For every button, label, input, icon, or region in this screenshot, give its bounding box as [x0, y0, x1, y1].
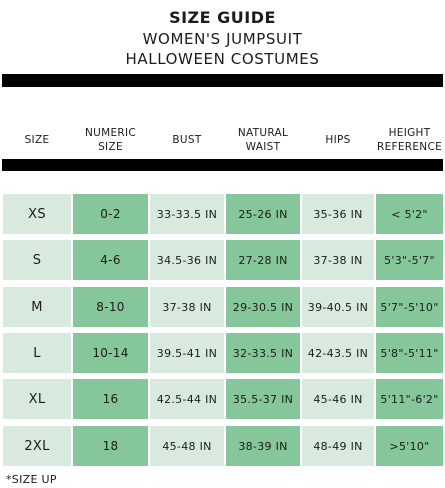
- title-block: [0, 0, 445, 74]
- top-divider-bar: [2, 74, 443, 87]
- cell-hips: 42-43.5 IN: [302, 333, 374, 373]
- table-row-m: [3, 287, 443, 327]
- table-row-l: [3, 333, 443, 373]
- cell-numeric: 16: [73, 379, 148, 419]
- header-numeric-line-2: SIZE: [98, 141, 123, 153]
- cell-waist: 35.5-37 IN: [226, 379, 300, 419]
- cell-size: XL: [3, 379, 71, 419]
- header-bust-label: BUST: [172, 134, 202, 146]
- cell-hips: 45-46 IN: [302, 379, 374, 419]
- cell-size: S: [3, 240, 71, 280]
- cell-bust: 45-48 IN: [150, 426, 224, 466]
- cell-waist: 32-33.5 IN: [226, 333, 300, 373]
- header-height-reference: [376, 120, 443, 160]
- footnote: *SIZE UP: [6, 473, 57, 486]
- cell-height: 5'7"-5'10": [376, 287, 443, 327]
- cell-height: >5'10": [376, 426, 443, 466]
- subtitle-line-2: HALLOWEEN COSTUMES: [125, 50, 320, 68]
- cell-numeric: 4-6: [73, 240, 148, 280]
- header-size: [3, 120, 71, 160]
- cell-hips: 39-40.5 IN: [302, 287, 374, 327]
- cell-numeric: 8-10: [73, 287, 148, 327]
- header-natural-waist: [226, 120, 300, 160]
- cell-hips: 37-38 IN: [302, 240, 374, 280]
- cell-waist: 25-26 IN: [226, 194, 300, 234]
- cell-waist: 27-28 IN: [226, 240, 300, 280]
- cell-waist: 38-39 IN: [226, 426, 300, 466]
- cell-bust: 42.5-44 IN: [150, 379, 224, 419]
- header-numeric-line-1: NUMERIC: [84, 127, 137, 139]
- cell-bust: 39.5-41 IN: [150, 333, 224, 373]
- cell-hips: 35-36 IN: [302, 194, 374, 234]
- cell-height: 5'8"-5'11": [376, 333, 443, 373]
- cell-bust: 37-38 IN: [150, 287, 224, 327]
- page-title: SIZE GUIDE: [169, 8, 276, 27]
- cell-numeric: 10-14: [73, 333, 148, 373]
- header-size-label: SIZE: [24, 134, 50, 146]
- cell-bust: 34.5-36 IN: [150, 240, 224, 280]
- cell-height: < 5'2": [376, 194, 443, 234]
- header-waist-line-1: NATURAL: [237, 127, 289, 139]
- cell-hips: 48-49 IN: [302, 426, 374, 466]
- cell-size: L: [3, 333, 71, 373]
- cell-size: 2XL: [3, 426, 71, 466]
- cell-bust: 33-33.5 IN: [150, 194, 224, 234]
- header-bust: [150, 120, 224, 160]
- cell-height: 5'3"-5'7": [376, 240, 443, 280]
- table-header: [3, 120, 443, 160]
- subtitle-line-1: WOMEN'S JUMPSUIT: [142, 30, 303, 48]
- table-row-2xl: [3, 426, 443, 466]
- header-hips-label: HIPS: [325, 134, 351, 146]
- cell-numeric: 18: [73, 426, 148, 466]
- header-numeric-size: [73, 120, 148, 160]
- table-row-xl: [3, 379, 443, 419]
- header-waist-line-2: WAIST: [245, 141, 281, 153]
- table-row-s: [3, 240, 443, 280]
- cell-size: XS: [3, 194, 71, 234]
- cell-waist: 29-30.5 IN: [226, 287, 300, 327]
- header-height-line-1: HEIGHT: [388, 127, 431, 139]
- header-divider-bar: [2, 159, 443, 171]
- header-height-line-2: REFERENCE: [376, 141, 443, 153]
- header-hips: [302, 120, 374, 160]
- table-row-xs: [3, 194, 443, 234]
- cell-numeric: 0-2: [73, 194, 148, 234]
- cell-height: 5'11"-6'2": [376, 379, 443, 419]
- cell-size: M: [3, 287, 71, 327]
